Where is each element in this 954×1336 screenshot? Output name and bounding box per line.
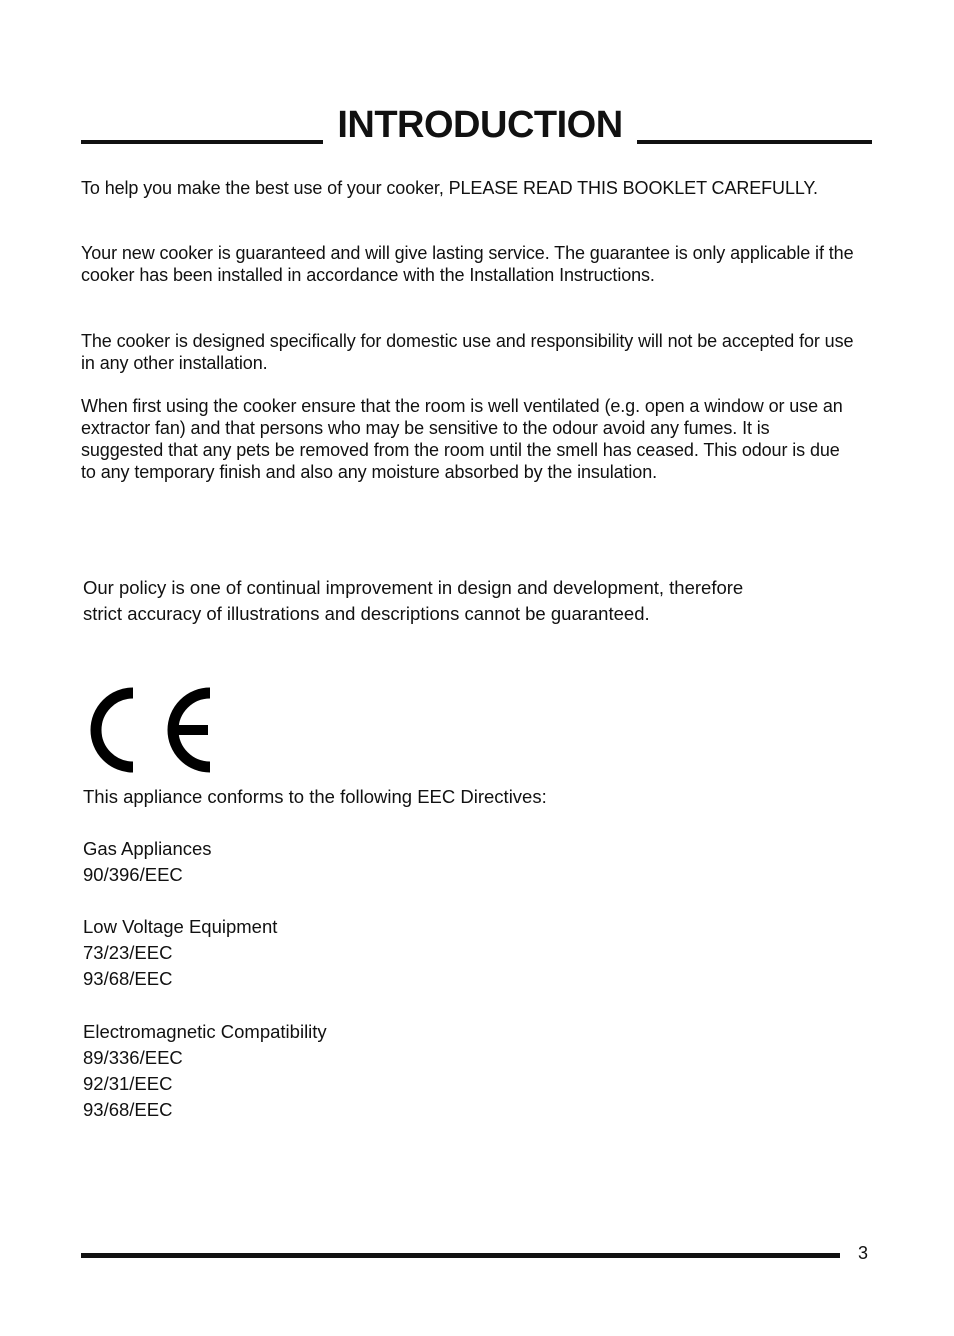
intro-paragraph-domestic-use: The cooker is designed specifically for domestic use and responsibility will not be accepted for use in any other installation.	[81, 331, 854, 373]
directive-low-voltage-equipment	[83, 914, 583, 992]
intro-paragraph-guarantee: Your new cooker is guaranteed and will give lasting service. The guarantee is only applicable if the cooker has been installed in accordance with the Installation Instructions.	[81, 243, 854, 285]
intro-paragraph-read-booklet: To help you make the best use of your cooker, PLEASE READ THIS BOOKLET CAREFULLY.	[81, 178, 818, 198]
directive-code: 92/31/EEC	[83, 1073, 173, 1094]
title-rule-left	[81, 140, 323, 144]
page-title: INTRODUCTION	[337, 104, 623, 146]
directive-electromagnetic-compatibility	[83, 1019, 583, 1123]
directive-gas-appliances	[83, 836, 583, 888]
page-header	[81, 100, 872, 152]
directive-name: Low Voltage Equipment	[83, 916, 278, 937]
directive-code: 93/68/EEC	[83, 968, 173, 989]
directive-name: Electromagnetic Compatibility	[83, 1021, 327, 1042]
directive-code: 93/68/EEC	[83, 1099, 173, 1120]
directive-code: 73/23/EEC	[83, 942, 173, 963]
policy-statement: Our policy is one of continual improvement in design and development, therefore strict accuracy of illustrations and descriptions cannot be guaranteed.	[83, 577, 744, 624]
title-rule-right	[637, 140, 872, 144]
page-number: 3	[858, 1243, 869, 1263]
directive-name: Gas Appliances	[83, 838, 212, 859]
intro-paragraph-ventilation: When first using the cooker ensure that the room is well ventilated (e.g. open a window or use an extractor fan) and that persons who may be sensitive to the odour avoid any fumes. It is suggested that any pets be removed from the room until the smell has ceased. This odour is due to any temporary finish and also any moisture absorbed by the insulation.	[81, 396, 843, 482]
ce-mark-icon	[82, 684, 214, 776]
conformity-statement: This appliance conforms to the following EEC Directives:	[83, 786, 547, 807]
footer-rule	[81, 1253, 840, 1258]
directive-code: 89/336/EEC	[83, 1047, 183, 1068]
directive-code: 90/396/EEC	[83, 864, 183, 885]
